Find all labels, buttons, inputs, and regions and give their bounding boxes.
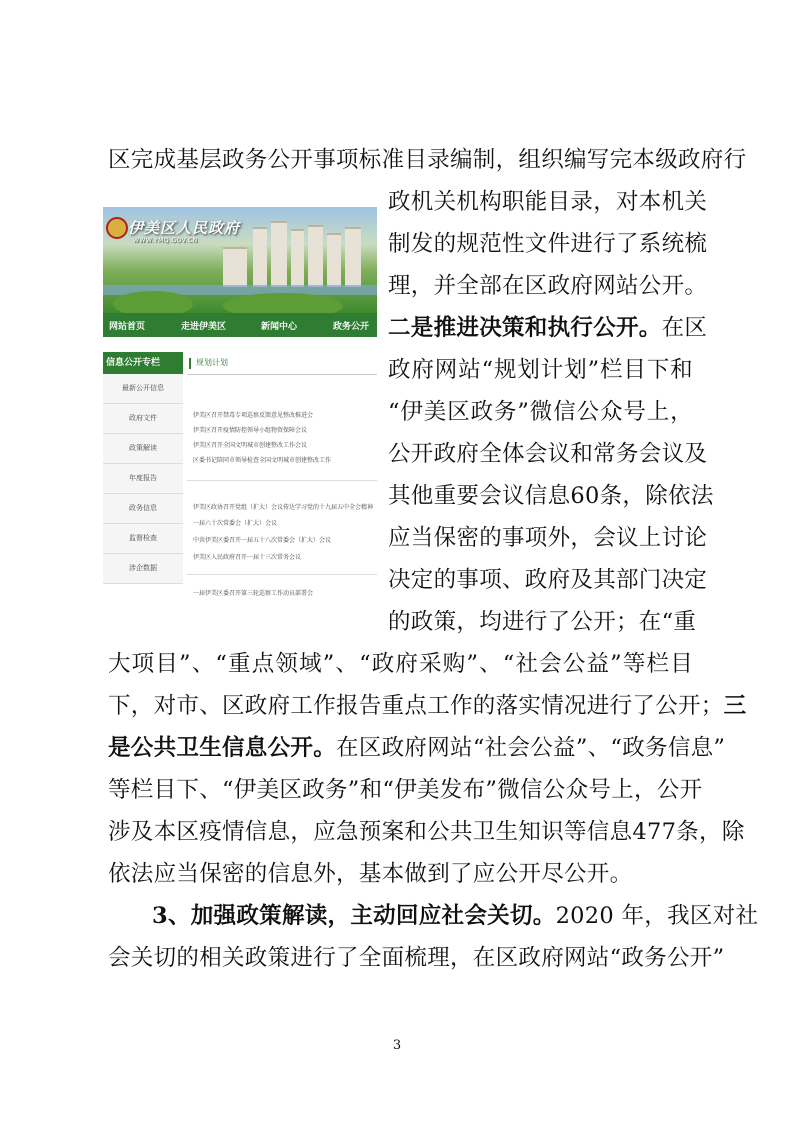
text-line-14-rest: 下，对市、区政府工作报告重点工作的落实情况进行了公开；	[108, 693, 724, 719]
sidebar-title: 信息公开专栏	[103, 352, 183, 374]
sidebar-item[interactable]: 政务信息	[103, 494, 183, 524]
banner-image	[103, 207, 377, 313]
text-line-17: 涉及本区疫情信息，应急预案和公共卫生知识等信息477条，除	[108, 819, 745, 845]
text-line-18: 依法应当保密的信息外，基本做到了应公开尽公开。	[108, 861, 633, 887]
nav-about[interactable]: 走进伊美区	[181, 322, 227, 332]
text-line-13: 大项目”、“重点领域”、“政府采购”、“社会公益”等栏目	[108, 651, 693, 677]
sidebar-item[interactable]: 政策解读	[103, 434, 183, 464]
list-item[interactable]: 伊美区召开疫情防控领导小组物资保障会议	[193, 427, 308, 434]
list-item[interactable]: 伊美区召开禁毒专项巡察反馈意见整改推进会	[193, 412, 314, 419]
sidebar-item[interactable]: 年度报告	[103, 464, 183, 494]
text-line-5-rest: 在区	[661, 315, 708, 341]
content-panel	[187, 352, 377, 607]
sidebar-item[interactable]: 监督检查	[103, 524, 183, 554]
sidebar-item[interactable]: 政府文件	[103, 404, 183, 434]
subheading-public-health: 是公共卫生信息公开。	[108, 735, 337, 761]
text-line-3: 制发的规范性文件进行了系统梳	[388, 231, 708, 257]
text-line-11: 决定的事项、政府及其部门决定	[388, 567, 708, 593]
text-line-2: 政机关机构职能目录，对本机关	[388, 189, 708, 215]
list-item[interactable]: 伊美区召开全国文明城市创建整改工作会议	[193, 442, 308, 449]
text-line-19	[152, 895, 759, 937]
list-item[interactable]: 伊美区人民政府召开一届十三次常务会议	[193, 554, 302, 561]
text-line-19-rest: 2020 年，我区对社	[555, 903, 759, 929]
text-line-8: 公开政府全体会议和常务会议及	[388, 441, 708, 467]
heading-policy-interpretation: 3、加强政策解读，主动回应社会关切。	[152, 903, 556, 929]
sidebar-item[interactable]: 涉企数据	[103, 554, 183, 584]
nav-home[interactable]: 网站首页	[109, 322, 146, 332]
list-item[interactable]: 一届伊美区委召开第三轮巡察工作动员部署会	[193, 590, 314, 597]
text-line-10: 应当保密的事项外，会议上讨论	[388, 525, 708, 551]
text-line-16: 等栏目下、“伊美区政务”和“伊美发布”微信公众号上，公开	[108, 777, 703, 803]
list-item[interactable]: 一届六十次常委会（扩大）会议	[193, 520, 278, 527]
text-line-12: 的政策，均进行了公开；在“重	[388, 609, 697, 635]
info-sidebar	[103, 352, 183, 584]
text-line-5	[388, 307, 708, 349]
national-emblem-icon	[106, 217, 128, 239]
site-logo: 伊美区人民政府	[128, 219, 241, 237]
text-line-7: “伊美区政务”微信公众号上，	[388, 399, 693, 425]
nav-news[interactable]: 新闻中心	[261, 322, 298, 332]
text-line-4: 理，并全部在区政府网站公开。	[388, 273, 708, 299]
site-nav	[103, 313, 377, 337]
section-header	[187, 352, 377, 375]
text-line-15-rest: 在区政府网站“社会公益”、“政务信息”	[336, 735, 726, 761]
text-line-9: 其他重要会议信息60条，除依法	[388, 483, 714, 509]
subheading-decision-openness: 二是推进决策和执行公开。	[388, 315, 662, 341]
text-line-15	[108, 727, 726, 769]
text-line-1: 区完成基层政务公开事项标准目录编制，组织编写完本级政府行	[108, 147, 747, 173]
list-item[interactable]: 区委书记陪同市领导检查全国文明城市创建整改工作	[193, 457, 332, 464]
subheading-public-health-start: 三	[723, 693, 747, 719]
text-line-14	[108, 685, 747, 727]
site-url: WWW.YMQ.GOV.CN	[133, 237, 198, 244]
text-line-6: 政府网站“规划计划”栏目下和	[388, 357, 693, 383]
sidebar-item[interactable]: 最新公开信息	[103, 374, 183, 404]
list-item[interactable]: 伊美区政协召开党组（扩大）会议传达学习党的十九届五中全会精神	[193, 504, 374, 511]
page-number: 3	[392, 1038, 402, 1053]
nav-gov-open[interactable]: 政务公开	[333, 322, 370, 332]
website-screenshot	[103, 207, 377, 607]
section-title: 规划计划	[196, 358, 228, 367]
text-line-20: 会关切的相关政策进行了全面梳理，在区政府网站“政务公开”	[108, 945, 725, 971]
list-item[interactable]: 中共伊美区委召开一届五十八次常委会（扩大）会议	[193, 537, 332, 544]
